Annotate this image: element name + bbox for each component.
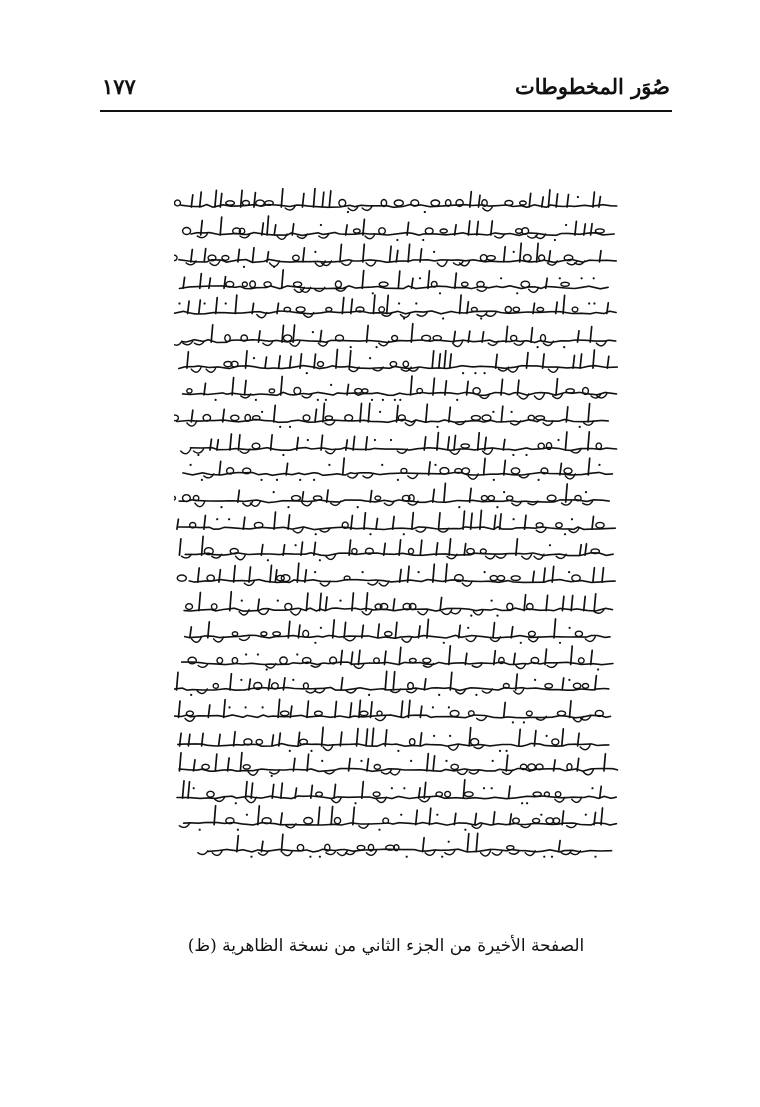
manuscript-line	[177, 780, 616, 804]
manuscript-line	[182, 646, 613, 671]
manuscript-line	[174, 483, 609, 508]
manuscript-line	[183, 376, 617, 401]
manuscript-line	[177, 563, 615, 586]
manuscript-line	[179, 753, 618, 777]
figure-caption: الصفحة الأخيرة من الجزء الثاني من نسخة الظاهرية (ظ)	[187, 936, 585, 956]
manuscript-line	[174, 403, 608, 428]
manuscript-line	[180, 270, 609, 295]
manuscript-line	[174, 243, 616, 268]
page-number: ١٧٧	[102, 74, 136, 99]
manuscript-line	[198, 833, 612, 858]
manuscript-line	[181, 432, 617, 456]
manuscript-line	[174, 671, 609, 696]
manuscript-line	[183, 458, 613, 481]
manuscript-line	[175, 188, 617, 213]
manuscript-line	[174, 699, 611, 723]
manuscript-line	[174, 350, 617, 375]
manuscript-line	[179, 806, 616, 831]
running-title: صُوَر المخطوطات	[514, 74, 670, 99]
page-header	[100, 68, 672, 108]
handwritten-text-lines	[174, 188, 622, 880]
manuscript-line	[178, 727, 609, 752]
manuscript-line	[179, 536, 613, 561]
manuscript-line	[174, 324, 616, 349]
manuscript-line	[184, 592, 612, 617]
header-divider	[100, 110, 672, 112]
manuscript-image	[174, 188, 622, 880]
manuscript-line	[177, 510, 615, 535]
manuscript-line	[174, 295, 616, 319]
manuscript-line	[183, 216, 615, 241]
manuscript-line	[185, 619, 610, 644]
